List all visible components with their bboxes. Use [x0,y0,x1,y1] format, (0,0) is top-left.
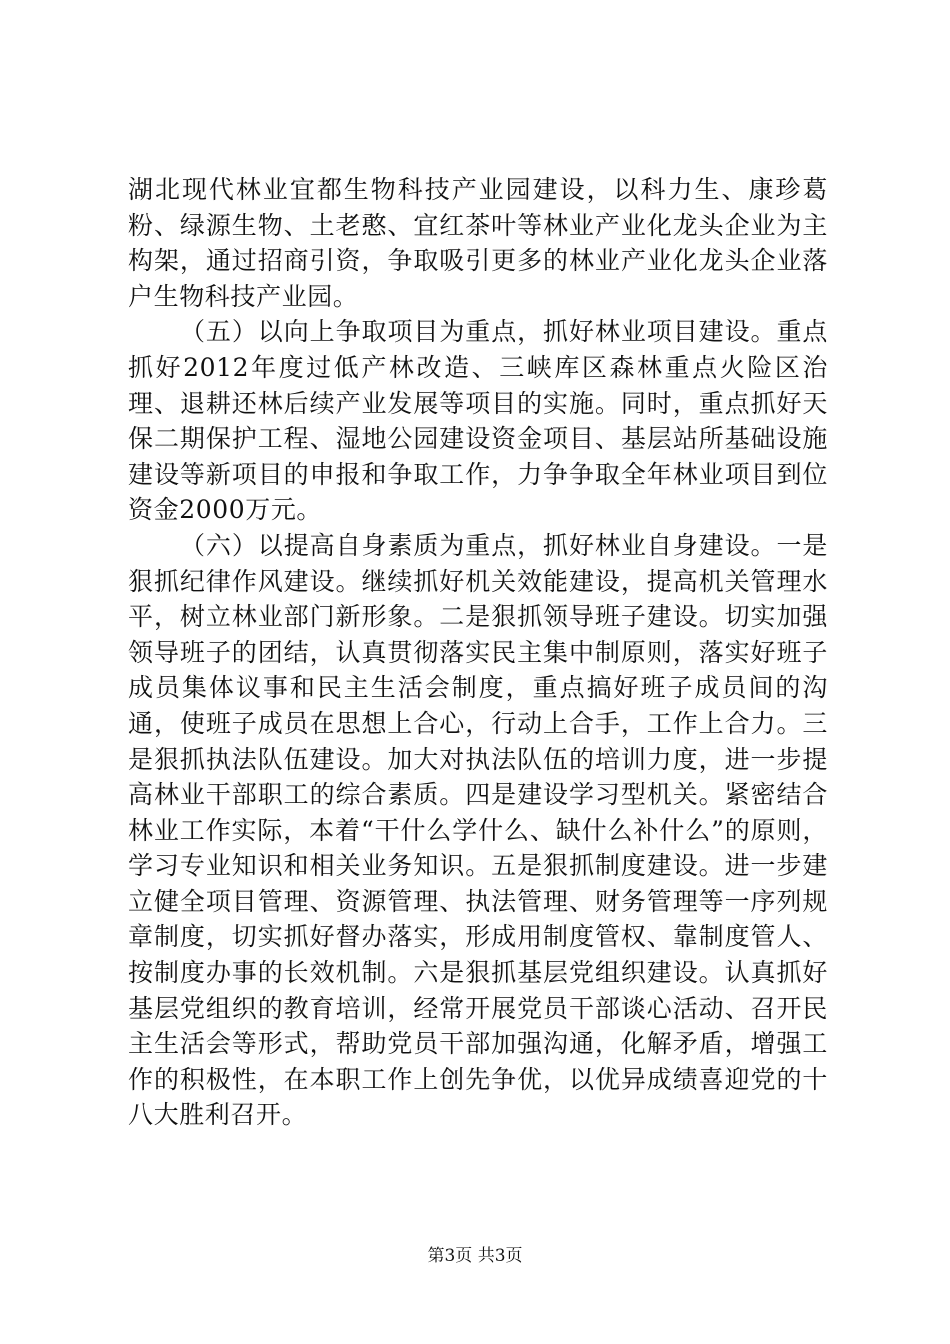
document-body [128,172,828,1133]
paragraph-continuation: 湖北现代林业宜都生物科技产业园建设，以科力生、康珍葛粉、绿源生物、土老憨、宜红茶叶等林业产业化龙头企业为主构架，通过招商引资，争取吸引更多的林业产业化龙头企业落户生物科技产业园。 [128,175,828,311]
paragraph-section-five: （五）以向上争取项目为重点，抓好林业项目建设。重点抓好2012年度过低产林改造、三峡库区森林重点火险区治理、退耕还林后续产业发展等项目的实施。同时，重点抓好天保二期保护工程、湿地公园建设资金项目、基层站所基础设施建设等新项目的申报和争取工作，力争争取全年林业项目到位资金2000万元。 [128,317,828,525]
page-footer: 第3页 共3页 [427,1246,523,1266]
paragraph-section-six: （六）以提高自身素质为重点，抓好林业自身建设。一是狠抓纪律作风建设。继续抓好机关效能建设，提高机关管理水平，树立林业部门新形象。二是狠抓领导班子建设。切实加强领导班子的团结，认真贯彻落实民主集中制原则，落实好班子成员集体议事和民主生活会制度，重点搞好班子成员间的沟通，使班子成员在思想上合心，行动上合手，工作上合力。三是狠抓执法队伍建设。加大对执法队伍的培训力度，进一步提高林业干部职工的综合素质。四是建设学习型机关。紧密结合林业工作实际，本着“干什么学什么、缺什么补什么”的原则，学习专业知识和相关业务知识。五是狠抓制度建设。进一步建立健全项目管理、资源管理、执法管理、财务管理等一序列规章制度，切实抓好督办落实，形成用制度管权、靠制度管人、按制度办事的长效机制。六是狠抓基层党组织建设。认真抓好基层党组织的教育培训，经常开展党员干部谈心活动、召开民主生活会等形式，帮助党员干部加强沟通，化解矛盾，增强工作的积极性，在本职工作上创先争优，以优异成绩喜迎党的十八大胜利召开。 [128,530,828,1130]
